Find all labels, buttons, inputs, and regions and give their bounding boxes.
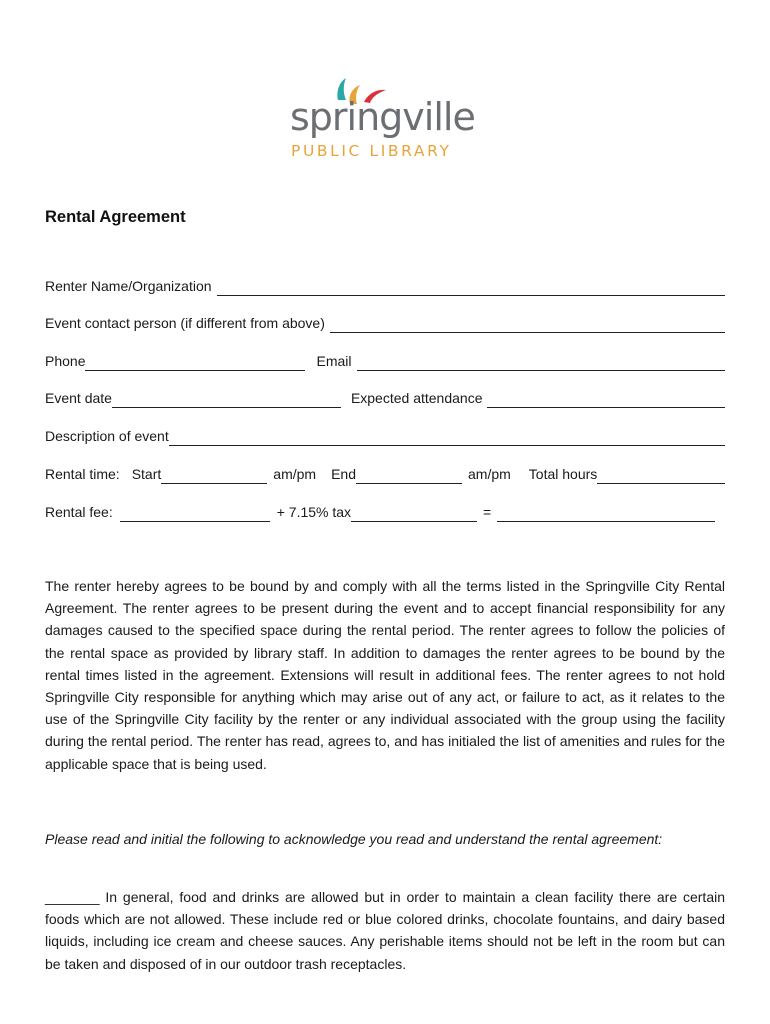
page-title: Rental Agreement: [45, 208, 186, 226]
description-field[interactable]: [169, 431, 725, 446]
phone-label: Phone: [45, 353, 86, 369]
renter-name-row: [45, 276, 725, 296]
logo-wordmark: springville: [290, 95, 475, 139]
event-date-label: Event date: [45, 390, 112, 406]
tax-field[interactable]: [351, 507, 477, 522]
rental-fee-label: Rental fee:: [45, 504, 113, 520]
end-label: End: [331, 466, 356, 482]
total-hours-label: Total hours: [528, 466, 598, 482]
rental-fee-field[interactable]: [120, 507, 270, 522]
acknowledge-note: Please read and initial the following to acknowledge you read and understand the rental agreement:: [45, 831, 663, 847]
end-ampm-label: am/pm: [468, 466, 511, 482]
rental-time-row: [45, 464, 725, 484]
library-logo: [288, 76, 488, 166]
initial-blank[interactable]: _______: [45, 889, 100, 905]
total-fee-field[interactable]: [497, 507, 715, 522]
phone-email-row: [45, 351, 725, 371]
expected-attendance-field[interactable]: [487, 393, 725, 408]
contact-person-field[interactable]: [330, 318, 725, 333]
start-ampm-label: am/pm: [273, 466, 317, 482]
renter-name-label: Renter Name/Organization: [45, 278, 212, 294]
logo-subtitle: PUBLIC LIBRARY: [291, 142, 452, 160]
start-time-field[interactable]: [161, 469, 267, 484]
tax-label: + 7.15% tax: [276, 504, 352, 520]
description-label: Description of event: [45, 428, 169, 444]
agreement-paragraph: The renter hereby agrees to be bound by and comply with all the terms listed in the Springville City Rental Agreement. The renter agrees to be present during the event and to accept financial responsibility for any damages caused to the specified space during the rental period. The renter agrees to follow the policies of the rental space as provided by library staff. In addition to damages the renter agrees to be bound by the rental times listed in the agreement. Extensions will result in additional fees. The renter agrees to not hold Springville City responsible for anything which may arise out of any act, or failure to act, as it relates to the use of the Springville City facility by the renter or any individual associated with the group using the facility during the rental period. The renter has read, agrees to, and has initialed the list of amenities and rules for the applicable space that is being used.: [45, 578, 725, 772]
contact-person-label: Event contact person (if different from above): [45, 315, 325, 331]
renter-name-field[interactable]: [217, 281, 725, 296]
total-hours-field[interactable]: [597, 469, 725, 484]
contact-person-row: [45, 313, 725, 333]
rental-fee-row: [45, 502, 725, 522]
email-field[interactable]: [357, 356, 726, 371]
date-attendance-row: [45, 388, 725, 408]
food-rule-paragraph: [45, 886, 725, 975]
event-date-field[interactable]: [112, 393, 341, 408]
start-label: Start: [131, 466, 162, 482]
email-label: Email: [316, 353, 352, 369]
equals-label: =: [483, 504, 492, 520]
end-time-field[interactable]: [356, 469, 462, 484]
food-rule-text: In general, food and drinks are allowed but in order to maintain a clean facility there are certain foods which are not allowed. These include red or blue colored drinks, chocolate fountains, and dairy based liquids, including ice cream and cheese sauces. Any perishable items should not be left in the room but can be taken and disposed of in our outdoor trash receptacles.: [45, 889, 725, 972]
phone-field[interactable]: [85, 356, 305, 371]
description-row: [45, 426, 725, 446]
expected-attendance-label: Expected attendance: [350, 390, 483, 406]
rental-time-label: Rental time:: [45, 466, 120, 482]
